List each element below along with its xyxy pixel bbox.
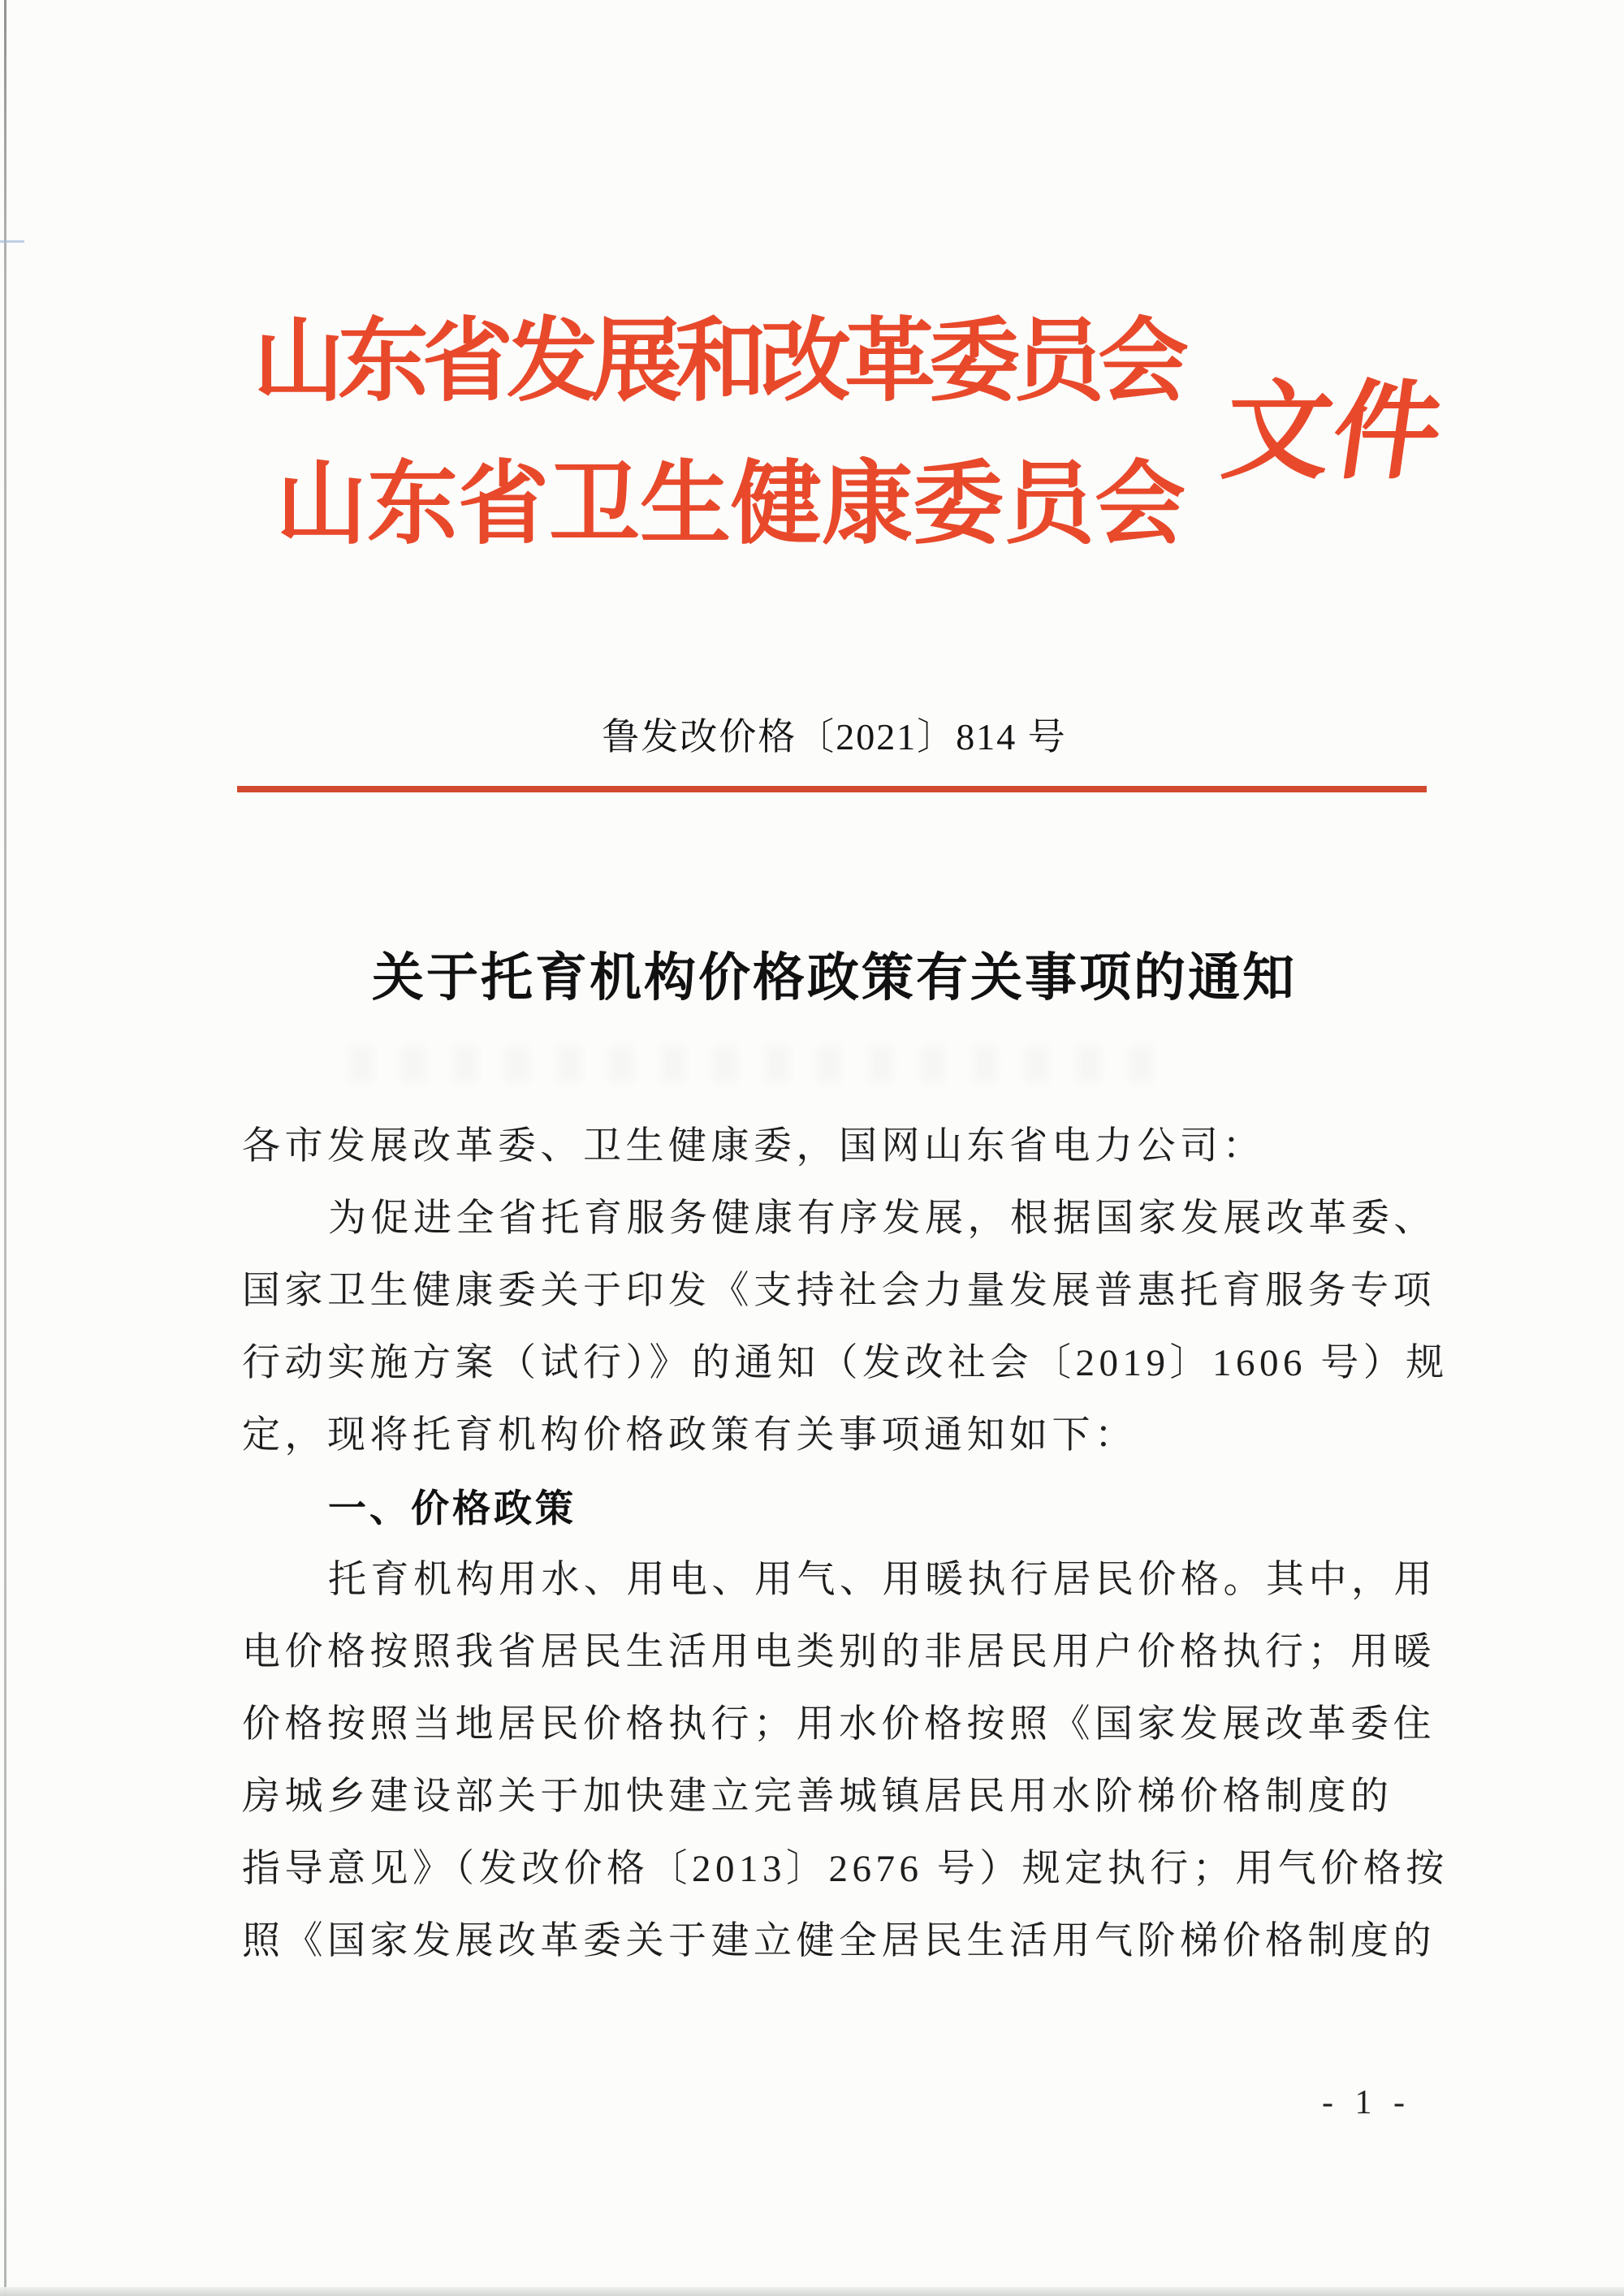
- body-line: 托育机构用水、用电、用气、用暖执行居民价格。其中，用: [328, 1559, 1436, 1601]
- salutation-line: 各市发展改革委、卫生健康委，国网山东省电力公司：: [242, 1125, 1265, 1167]
- body-line: 价格按照当地居民价格执行；用水价格按照《国家发展改革委住: [242, 1703, 1436, 1746]
- body-line: 照《国家发展改革委关于建立健全居民生活用气阶梯价格制度的: [242, 1920, 1436, 1962]
- agency-name-line1: 山东省发展和改革委员会: [253, 312, 1182, 412]
- document-number: 鲁发改价格〔2021〕814 号: [602, 716, 1067, 757]
- body-line: 行动实施方案（试行）》的通知（发改社会〔2019〕1606 号）规: [242, 1342, 1449, 1384]
- body-line: 指导意见》（发改价格〔2013〕2676 号）规定执行；用气价格按: [242, 1848, 1449, 1890]
- body-line: 房城乡建设部关于加快建立完善城镇居民用水阶梯价格制度的: [242, 1776, 1393, 1818]
- scanner-bottom-edge: [0, 2287, 1624, 2296]
- agency-name-line2: 山东省卫生健康委员会: [276, 455, 1186, 555]
- doc-type-label: 文件: [1216, 373, 1451, 492]
- page-number: - 1 -: [1322, 2084, 1411, 2121]
- body-line: 定，现将托育机构价格政策有关事项通知如下：: [242, 1414, 1138, 1457]
- section-heading-price-policy: 一、价格政策: [328, 1487, 577, 1530]
- document-title: 关于托育机构价格政策有关事项的通知: [372, 949, 1297, 1007]
- red-divider-line: [237, 786, 1427, 792]
- body-line: 电价格按照我省居民生活用电类别的非居民用户价格执行；用暖: [242, 1631, 1436, 1673]
- bleedthrough-artifact: [349, 1046, 1169, 1083]
- document-body: [242, 1111, 1449, 1978]
- body-line: 国家卫生健康委关于印发《支持社会力量发展普惠托育服务专项: [242, 1270, 1436, 1312]
- scanner-edge-line: [4, 0, 6, 2296]
- body-line: 为促进全省托育服务健康有序发展，根据国家发展改革委、: [328, 1198, 1436, 1240]
- scanner-blue-mark: [0, 240, 24, 243]
